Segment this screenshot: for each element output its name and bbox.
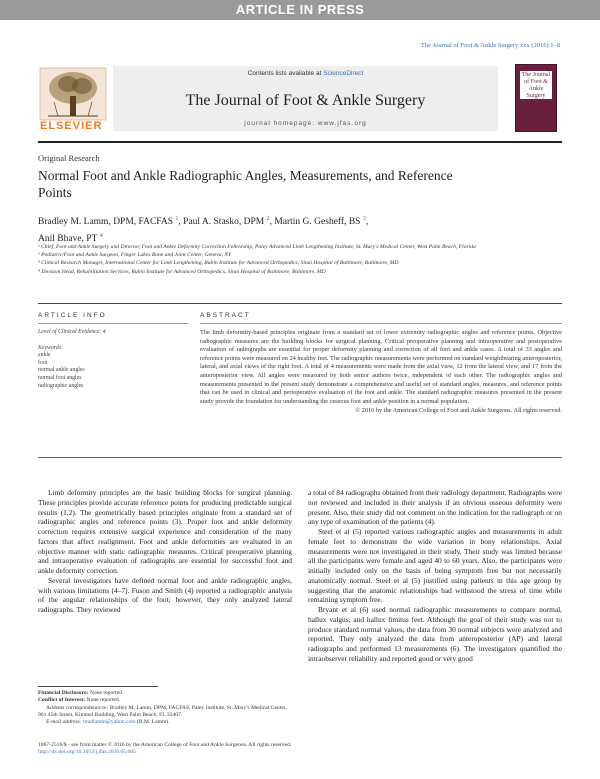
evidence-level: Level of Clinical Evidence: 4: [38, 329, 106, 335]
paragraph: Bryant et al (6) used normal radiographic measurements to compare normal, hallux valgus, and hallux limitus feet. Although the goal of their study was not to produce standard normal values, the data from 30 normal subjects were analyzed and reported. They only analyzed the data from anteroposterior (AP) and lateral radiographs and performed 13 measurements (6). The investigators quantified the intraobserver reliability and reported good or very good: [308, 605, 562, 663]
paragraph: Steel et al (5) reported various radiographic angles and measurements in adult female feet to demonstrate the wide variation in bony relationships. Axial measurements were not investigated in their study. Their study was limited because all the participants were female and aged 40 to 60 years. Also, the participants were initially included only on the basis of being symptom free but not necessarily anatomically normal. Steel et al (5) justified using patients in this age group by suggesting that the anatomic relationships had withstood the stress of time while remaining symptom free.: [308, 527, 562, 605]
author-name[interactable]: Anil Bhave, PT: [38, 234, 98, 245]
body-column-right: [308, 488, 562, 664]
email-label: E-mail address:: [46, 719, 82, 726]
publisher-name: ELSEVIER: [40, 120, 103, 132]
author-affil-ref[interactable]: 3: [362, 216, 366, 222]
abstract-rule: [200, 323, 562, 324]
issn-line: 1067-2516/$ - see front matter © 2016 by the American College of Foot and Ankle Surgeons. All rights reserved.: [38, 742, 292, 748]
info-rule: [38, 323, 188, 324]
author-name[interactable]: Bradley M. Lamm, DPM, FACFAS: [38, 217, 174, 228]
affiliation: ⁴ Division Head, Rehabilitation Services, Rubin Institute for Advanced Orthopedics, Sinai Hospital of Baltimore, Baltimore, MD: [38, 268, 326, 275]
paragraph: Limb deformity principles are the basic building blocks for surgical planning. These principles provide accurate reference points for producing predictable surgical results (1,2). The geometrically based principles originate from a standard set of radiographic angles and reference points (3). Proper foot and ankle deformity correction requires extensive surgical experience and consideration of the many factors that affect realignment. Foot and ankle deformities are evaluated in an objective manner with static radiographic measures. Critical preoperative planning and intraoperative evaluation of radiographs are essential for successful foot and ankle deformity correction.: [38, 488, 292, 575]
correspondence-address: Address correspondence to: Bradley M. Lamm, DPM, FACFAS, Paley Institute, St. Mary's Medical Center, 901 45th Street, Kimmel Building, West Palm Beach, FL 33407.: [38, 704, 287, 718]
abstract-text: The limb deformity-based principles originate from a standard set of lower extremity radiographic angles and reference points. Objective radiographic measures are the building blocks for surgical planning. Critical preoperative planning and intraoperative and postoperative evaluation of radiographs are essential for proper deformity planning and correction of all foot and ankle cases. A total of 33 angles and reference points were measured on 24 healthy feet. The radiographic measurements were performed on standard weightbearing anteroposterior, lateral, and axial views of the right foot. A total of 4 measurements were made from the axial view, 12 from the lateral view, and 17 from the anteroposterior view. All angles were measured by both senior authors twice, independent of each other. The radiographic angles and measurements presented in the present study demonstrate a comprehensive and useful set of standard angles, measures, and reference points that can be used in clinical and perioperative evaluation of the foot and ankle. The standard radiographic measures presented in the present study provide the foundation for understanding the osseous foot and ankle position in a normal population.: [200, 329, 562, 405]
cover-title: The Journal of Foot & Ankle Surgery: [521, 72, 551, 99]
author-name[interactable]: Paul A. Stasko, DPM: [183, 217, 265, 228]
conflict-label: Conflict of Interest:: [38, 697, 86, 704]
author-affil-ref[interactable]: 2: [266, 216, 270, 222]
financial-label: Financial Disclosure:: [38, 690, 89, 696]
keyword: ankle: [38, 352, 51, 359]
email-suffix: (B.M. Lamm).: [137, 719, 170, 726]
abstract-bottom-rule: [38, 457, 562, 458]
keywords-label: Keywords:: [38, 344, 63, 351]
author-affil-ref[interactable]: 4: [99, 233, 103, 240]
abstract-heading: ABSTRACT: [200, 312, 251, 319]
article-type: Original Research: [38, 153, 100, 163]
journal-citation[interactable]: The Journal of Foot & Ankle Surgery xxx (2016) 1–8: [420, 42, 560, 49]
financial-value: None reported.: [89, 690, 124, 696]
article-in-press-banner: ARTICLE IN PRESS: [0, 0, 600, 20]
footnote-rule: [38, 686, 158, 687]
journal-header: [38, 62, 562, 137]
article-title: Normal Foot and Ankle Radiographic Angles, Measurements, and Reference Points: [38, 168, 453, 200]
keyword: radiographic angles: [38, 382, 84, 389]
affiliation: ² Podiatric/Foot and Ankle Surgeon, Finger Lakes Bone and Joint Center, Geneva, NY: [38, 252, 232, 259]
article-info: [38, 329, 188, 390]
bottom-matter: [38, 742, 562, 757]
abstract-copyright: © 2016 by the American College of Foot and Ankle Surgeons. All rights reserved.: [355, 407, 562, 415]
affiliation: ¹ Chief, Foot and Ankle Surgery and Director, Foot and Ankle Deformity Correction Fellowship, Paley Advanced Limb Lengthening Institute, St. Mary's Medical Center, West Palm Beach, Florida: [38, 244, 476, 250]
contents-line: [113, 66, 498, 77]
journal-banner: [113, 66, 498, 131]
conflict-of-interest: [38, 697, 292, 704]
abstract: [200, 329, 562, 416]
keyword: normal foot angles: [38, 374, 82, 381]
doi-link[interactable]: http://dx.doi.org/10.1053/j.jfas.2016.05.005: [38, 749, 136, 756]
affiliation: ³ Clinical Research Manager, International Center for Limb Lengthening, Rubin Institute for Advanced Orthopedics, Sinai Hospital of Baltimore, Baltimore, MD: [38, 260, 399, 267]
author-list: Bradley M. Lamm, DPM, FACFAS $^1$, Paul A. Stasko, DPM $^2$, Martin G. Gesheff, BS $^3$, Anil Bhave, PT $^4$: [38, 216, 369, 245]
conflict-value: None reported.: [86, 697, 121, 704]
header-rule: [38, 141, 562, 143]
sciencedirect-link[interactable]: ScienceDirect: [323, 70, 364, 77]
footnotes: [38, 690, 292, 726]
body-column-left: [38, 488, 292, 615]
financial-disclosure: [38, 690, 292, 697]
article-info-heading: ARTICLE INFO: [38, 312, 107, 319]
paragraph: Several investigators have defined normal foot and ankle radiographic angles, with various limitations (4–7). Fuson and Smith (4) reported a radiographic analysis of the angular relationships of the foot; however, they only analyzed lateral radiographs. They reviewed: [38, 575, 292, 614]
author-affil-ref[interactable]: 1: [175, 216, 179, 222]
email-line: [38, 719, 292, 726]
info-top-rule: [38, 303, 562, 304]
author-name[interactable]: Martin G. Gesheff, BS: [274, 217, 361, 228]
email-link[interactable]: bradlamm@yahoo.com: [83, 719, 136, 726]
paragraph: a total of 84 radiographs obtained from their radiology department. Radiographs were not reviewed and included in their analysis if an obvious osseous deformity were present. Also, their study did not comment on the indication for the radiograph or on any type of examination of the patients (4).: [308, 488, 562, 527]
journal-homepage[interactable]: journal homepage: www.jfas.org: [244, 120, 367, 127]
journal-cover: [515, 64, 557, 132]
keyword: foot: [38, 359, 48, 366]
keyword: normal ankle angles: [38, 367, 85, 374]
journal-title: The Journal of Foot & Ankle Surgery: [185, 92, 426, 109]
contents-prefix: Contents lists available at: [247, 70, 324, 77]
affiliations: [38, 243, 558, 276]
